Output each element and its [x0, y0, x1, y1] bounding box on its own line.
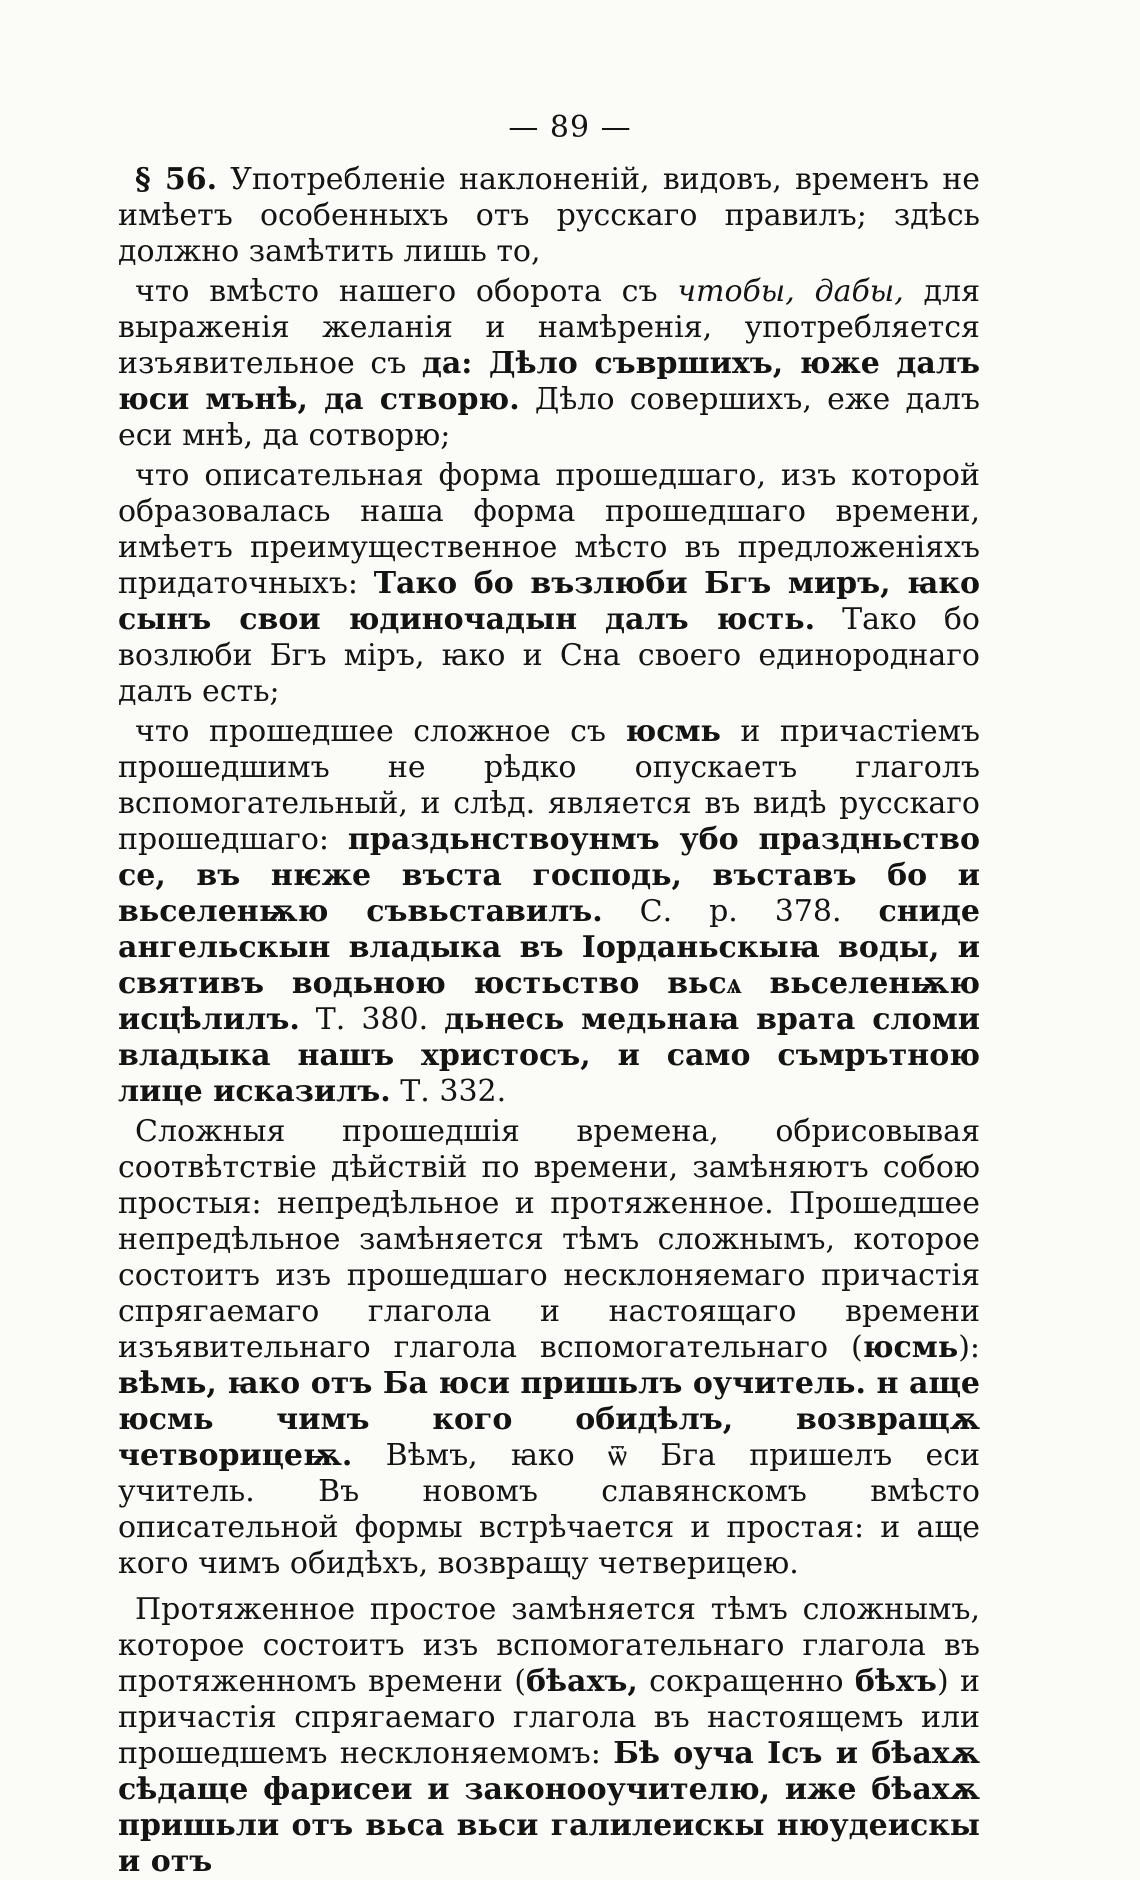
p4-ref-3: Т. 332. — [390, 1074, 507, 1109]
p6-c: сокращенно — [637, 1664, 855, 1699]
p5-church-slavonic-quote: вѣмь, ꙗко отъ Ба юси пришьлъ оучитель. н аще юсмь чимъ кого обидѣлъ, возвращѫ четворицеѭ. — [118, 1366, 980, 1473]
p5-c: ): — [958, 1330, 980, 1365]
page-number: — 89 — — [508, 110, 632, 145]
p4-c: и причастіемъ прошедшимъ не рѣдко опускаетъ глаголъ вспомогательный, и слѣд. является въ видѣ русскаго прошедшаго: — [118, 714, 980, 857]
p4-quote-1: праздьнствоунмъ убо праздньство се, въ нѥже въста господь, въставъ бо и вьселенѭю съвьставилъ. — [118, 822, 980, 929]
p6-a: Протяженное простое замѣняется тѣмъ сложнымъ, которое состоитъ изъ вспомогательнаго глагола въ протяженномъ времени ( — [118, 1592, 980, 1699]
paragraph-3 — [118, 458, 980, 710]
p3-a: что описательная форма прошедшаго, изъ которой образовалась наша форма прошедшаго времени, имѣетъ преимущественное мѣсто въ предложеніяхъ придаточныхъ: — [118, 458, 980, 601]
p2-modern-quote: Дѣло совершихъ, еже далъ еси мнѣ, да сотворю; — [118, 382, 980, 453]
paragraph-6 — [118, 1592, 980, 1880]
paragraph-5 — [118, 1114, 980, 1582]
p6-church-slavonic-quote: Бѣ оуча Ісъ и бѣахѫ сѣдаще фарисеи и законооучителю, иже бѣахѫ пришьли отъ вьса вьси галилеискы нюудеискы и отъ — [118, 1736, 980, 1879]
p6-bekh: бѣхъ — [854, 1664, 937, 1699]
p4-ref-1: С. р. 378. — [602, 894, 879, 929]
p2-da: да: — [421, 346, 473, 381]
p5-f: Въ новомъ славянскомъ вмѣсто описательной формы встрѣчается и простая: — [118, 1474, 980, 1545]
section-number: § 56. — [135, 162, 218, 197]
p4-esm: юсмь — [625, 714, 721, 749]
p3-modern-quote: Тако бо возлюби Бгъ міръ, ꙗко и Сна своего единороднаго далъ есть; — [118, 602, 980, 709]
p2-a: что вмѣсто нашего оборота съ — [135, 274, 678, 309]
p5-simple-form-quote: и аще кого чимъ обидѣхъ, возвращу четверицею. — [118, 1510, 980, 1581]
p2-c: для выраженія желанія и намѣренія, употребляется изъявительное съ — [118, 274, 980, 381]
p3-church-slavonic-quote: Тако бо възлюби Бгъ миръ, ꙗко сынъ свои юдиночадын далъ юсть. — [118, 566, 980, 637]
paragraph-2 — [118, 274, 980, 454]
paragraph-section-56 — [118, 162, 980, 270]
p5-modern-quote: Вѣмъ, ꙗко ѿ Бга пришелъ еси учитель. — [118, 1438, 980, 1509]
p2-church-slavonic-quote: Дѣло съвршихъ, юже далъ юси мънѣ, да створю. — [118, 346, 980, 417]
p6-e: ) и причастія спрягаемаго глагола въ настоящемъ или прошедшемъ несклоняемомъ: — [118, 1664, 980, 1771]
p5-a: Сложныя прошедшія времена, обрисовывая соотвѣтствіе дѣйствій по времени, замѣняютъ собою простыя: непредѣльное и протяженное. Прошедшее непредѣльное замѣняется тѣмъ сложнымъ, которое состоитъ изъ прошедшаго несклоняемаго причастія спрягаемаго глагола и настоящаго времени изъявительнаго глагола вспомогательнаго ( — [118, 1114, 980, 1365]
p4-ref-2: Т. 380. — [299, 1002, 445, 1037]
paragraph-4 — [118, 714, 980, 1110]
p4-quote-2: сниде ангельскын владыка въ Іорданьскыꙗ воды, и святивъ водьною юстьство вьсѧ вьселенѭю исцѣлилъ. — [118, 894, 980, 1037]
p4-a: что прошедшее сложное съ — [135, 714, 626, 749]
p2-italic: чтобы, дабы, — [677, 274, 904, 309]
page-body — [118, 162, 980, 1880]
p6-beakh: бѣахъ, — [525, 1664, 638, 1699]
p1-text: Употребленіе наклоненій, видовъ, временъ не имѣетъ особенныхъ отъ русскаго правилъ; здѣсь должно замѣтить лишь то, — [118, 162, 980, 269]
p5-esm: юсмь — [862, 1330, 959, 1365]
p4-quote-3: дьнесь медьнаꙗ врата сломи владыка нашъ христосъ, и само съмрътною лице исказилъ. — [118, 1002, 980, 1109]
